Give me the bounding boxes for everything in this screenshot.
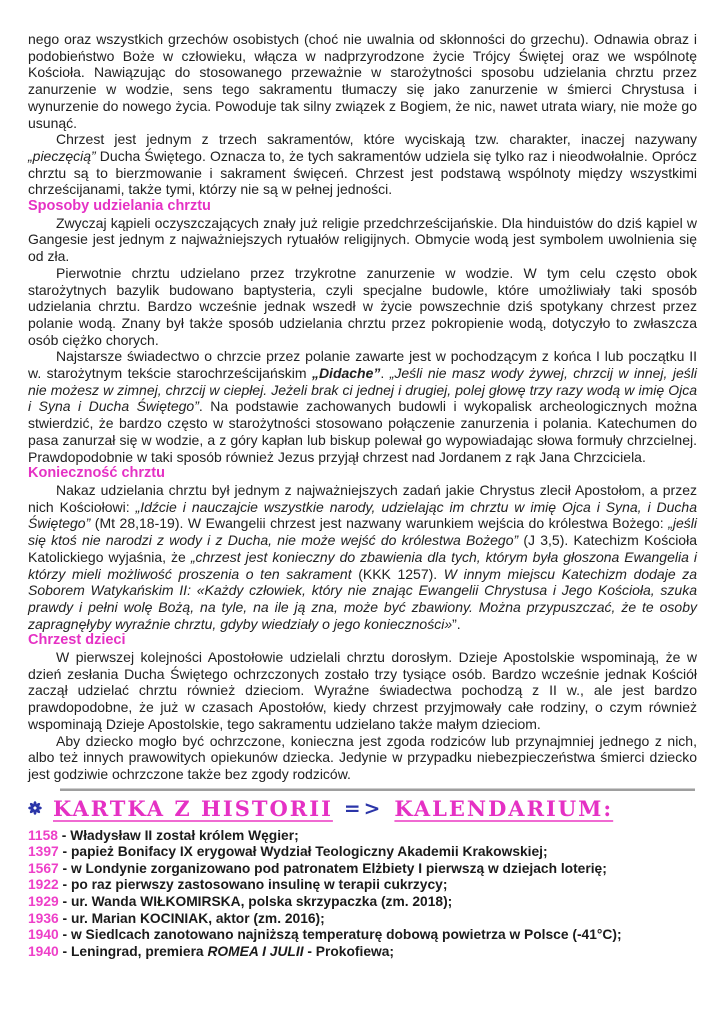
text-run: Władysław II został królem Węgier; <box>70 827 299 843</box>
entry-separator: - <box>58 877 71 893</box>
text-run: Aby dziecko mogło być ochrzczone, konieczna jest zgoda rodziców lub przynajmniej jednego z nich, albo też innych prawowitych opiekunów dziecka. Jedynie w przypadku niebezpieczeństwa śmierci dziecko jest godziwie ochrzczone także bez zgody rodziców. <box>28 732 697 782</box>
entry-separator: - <box>58 943 71 959</box>
text-run: (KKK 1257). <box>351 565 444 582</box>
text-run: Nakaz udzielania chrztu był jednym z najważniejszych zadań jakie Chrystus zlecił Apostołom, a przez nich Kościołowi: <box>28 481 697 515</box>
text-run-i: „Idźcie i nauczajcie wszystkie narody, udzielając im chrztu w imię Ojca i Syna, i Ducha Świętego” <box>28 498 697 532</box>
text-run: w Siedlcach zanotowano najniższą temperaturę dobową powietrza w Polsce (-41°C); <box>70 927 622 943</box>
entry-separator: - <box>58 910 71 926</box>
text-run: (Mt 28,18-19). W Ewangelii chrzest jest nazwany warunkiem wejścia do królestwa Bożego: <box>90 515 669 532</box>
section-heading: Sposoby udzielania chrztu <box>28 198 211 215</box>
text-run: w Londynie zorganizowano pod patronatem Elżbiety I pierwszą w dziejach loterię; <box>70 860 607 876</box>
entry-year: 1929 <box>28 894 59 910</box>
text-run: W pierwszej kolejności Apostołowie udzielali chrztu dorosłym. Dzieje Apostolskie wspominają, że w dzień zesłania Ducha Świętego ochrzczonych zostało trzy tysiące osób. Bardzo wcześnie jednak Kościół zaczął udzielać chrztu również dzieciom. Wyraźne świadectwa pochodzą z II w., ale jest bardzo prawdopodobne, że już w czasach Apostołów, kiedy chrzest przyjmowały całe rodziny, o czym również wspominają Dzieje Apostolskie, tego sakramentu udzielano także małym dzieciom. <box>28 649 697 732</box>
text-run: ur. Wanda WIŁKOMIRSKA, polska skrzypaczka (zm. 2018); <box>70 894 453 910</box>
text-run: nego oraz wszystkich grzechów osobistych (choć nie uwalnia od skłonności do grzechu). Odnawia obraz i podobieństwo Boże w człowieku, włącza w nadprzyrodzone życie Trójcy Świętej oraz we wspólnotę Kościoła. Nawiązując do stosowanego przeważnie w starożytności sposobu udzielania chrztu przez zanurzenie w wodzie, sens tego sakramentu tłumaczy się jako zanurzenie w śmierci Chrystusa i wynurzenie do nowego życia. Powoduje tak silny związek z Bogiem, że nic, nawet utrata wiary, nie może go usunąć. <box>28 31 697 131</box>
text-run: Ducha Świętego. Oznacza to, że tych sakramentów udziela się tylko raz i nieodwołalnie. Oprócz chrztu są to bierzmowanie i sakrament święceń. Chrzest jest podstawą wspólnoty między wszystkimi chrześcijanami, także tymi, którzy nie są w pełnej jedności. <box>28 147 697 198</box>
section-heading: Konieczność chrztu <box>28 465 165 482</box>
eight-petal-star-icon <box>28 801 42 815</box>
paragraph <box>28 265 697 349</box>
arrow-glyph: => <box>343 796 384 821</box>
text-run-i: W innym miejscu Katechizm dodaje za Soborem Watykańskim II: «Każdy człowiek, który nie znając Ewangelii Chrystusa i Jego Kościoła, szuka prawdy i pełni wolę Bożą, na tyle, na ile ją zna, może być zbawiony. Można przypuszczać, że te osoby zapragnęłyby wyraźnie chrztu, gdyby wiedziały o jego konieczności» <box>28 565 697 632</box>
history-title: KARTKA Z HISTORII <box>53 795 333 821</box>
section-divider <box>60 788 695 791</box>
entry-year: 1936 <box>28 910 59 926</box>
calendar-entry <box>28 911 697 928</box>
text-run: Pierwotnie chrztu udzielano przez trzykrotne zanurzenie w wodzie. W tym celu często obok starożytnych bazylik budowano baptysteria, czyli specjalne budowle, które umożliwiały taki sposób udzielania chrztu. Bardzo wcześnie jednak wszedł w życie powszechnie dziś spotykany chrzest przez polanie wodą. Znany był także sposób udzielania chrztu przez pokropienie wodą, dotyczyło to zwłaszcza osób ciężko chorych. <box>28 264 697 348</box>
calendar-entry <box>28 844 697 861</box>
calendar-entry <box>28 861 697 878</box>
text-run: ”. <box>452 615 461 632</box>
paragraph <box>28 31 697 131</box>
entry-separator: - <box>58 894 71 910</box>
entry-year: 1397 <box>28 844 59 860</box>
text-run: . <box>380 365 390 382</box>
calendar-entry <box>28 927 697 944</box>
text-run: - Prokofiewa; <box>303 943 394 959</box>
text-run-bi: „Didache” <box>311 365 381 382</box>
text-run: ur. Marian KOCINIAK, aktor (zm. 2016); <box>70 910 325 926</box>
article-body <box>28 31 697 783</box>
text-run: (J 3,5). Katechizm Kościoła Katolickiego wyjaśnia, że <box>28 532 697 565</box>
paragraph <box>28 348 697 465</box>
calendar-entry <box>28 894 697 911</box>
entry-year: 1567 <box>28 860 59 876</box>
paragraph <box>28 649 697 733</box>
entry-separator: - <box>58 844 71 860</box>
paragraph <box>28 131 697 198</box>
calendar-entry <box>28 828 697 845</box>
paragraph <box>28 215 697 265</box>
entry-year: 1922 <box>28 877 59 893</box>
entry-year: 1940 <box>28 943 59 959</box>
calendar-title: KALENDARIUM: <box>394 795 614 821</box>
text-run: Chrzest jest jednym z trzech sakramentów, które wyciskają tzw. charakter, inaczej nazywany <box>56 131 697 148</box>
paragraph <box>28 733 697 783</box>
text-run-i: „Jeśli nie masz wody żywej, chrzcij w innej, jeśli nie możesz w zimnej, chrzcij w ciepłej. Jeżeli brak ci jednej i drugiej, polej głowę trzy razy wodą w imię Ojca i Syna i Ducha Świętego” <box>28 365 697 415</box>
text-run: Leningrad, premiera <box>70 943 208 959</box>
text-run-i: „pieczęcią” <box>28 147 96 164</box>
text-run: papież Bonifacy IX erygował Wydział Teologiczny Akademii Krakowskiej; <box>70 844 548 860</box>
history-header <box>28 796 697 821</box>
text-run: po raz pierwszy zastosowano insulinę w terapii cukrzycy; <box>70 877 448 893</box>
calendar-entry <box>28 944 697 961</box>
text-run-bi: ROMEA I JULII <box>207 943 304 959</box>
calendar-entry <box>28 877 697 894</box>
text-run-i: „chrzest jest konieczny do zbawienia dla tych, którym była głoszona Ewangelia i którzy mieli możliwość proszenia o ten sakrament <box>28 548 697 582</box>
text-run-i: „jeśli się ktoś nie narodzi z wody i z Ducha, nie może wejść do królestwa Bożego” <box>28 515 697 549</box>
text-run: . Na podstawie zachowanych budowli i wykopalisk archeologicznych można stwierdzić, że bardzo często w starożytności stosowano połączenie zanurzenia i polania. Katechumen do pasa zanurzał się w wodzie, a z góry kapłan lub biskup polewał go wypowiadając słowa formuły chrzcielnej. Prawdopodobnie w taki sposób również Jezus przyjął chrzest nad Jordanem z rąk Jana Chrzciciela. <box>28 398 697 465</box>
text-run: Zwyczaj kąpieli oczyszczających znały już religie przedchrześcijańskie. Dla hinduistów do dziś kąpiel w Gangesie jest jednym z najważniejszych rytuałów religijnych. Obmycie wodą jest symbolem uwolnienia się od zła. <box>28 214 697 265</box>
entry-separator: - <box>57 827 71 843</box>
text-run: Najstarsze świadectwo o chrzcie przez polanie zawarte jest w pochodzącym z końca I lub początku II w. starożytnym tekście starochrześcijańskim <box>28 348 697 382</box>
entry-separator: - <box>58 860 71 876</box>
entry-year: 1158 <box>28 827 58 843</box>
entry-separator: - <box>58 927 71 943</box>
section-heading: Chrzest dzieci <box>28 632 126 649</box>
entry-year: 1940 <box>28 927 59 943</box>
calendar-list <box>28 828 697 961</box>
paragraph <box>28 482 697 632</box>
